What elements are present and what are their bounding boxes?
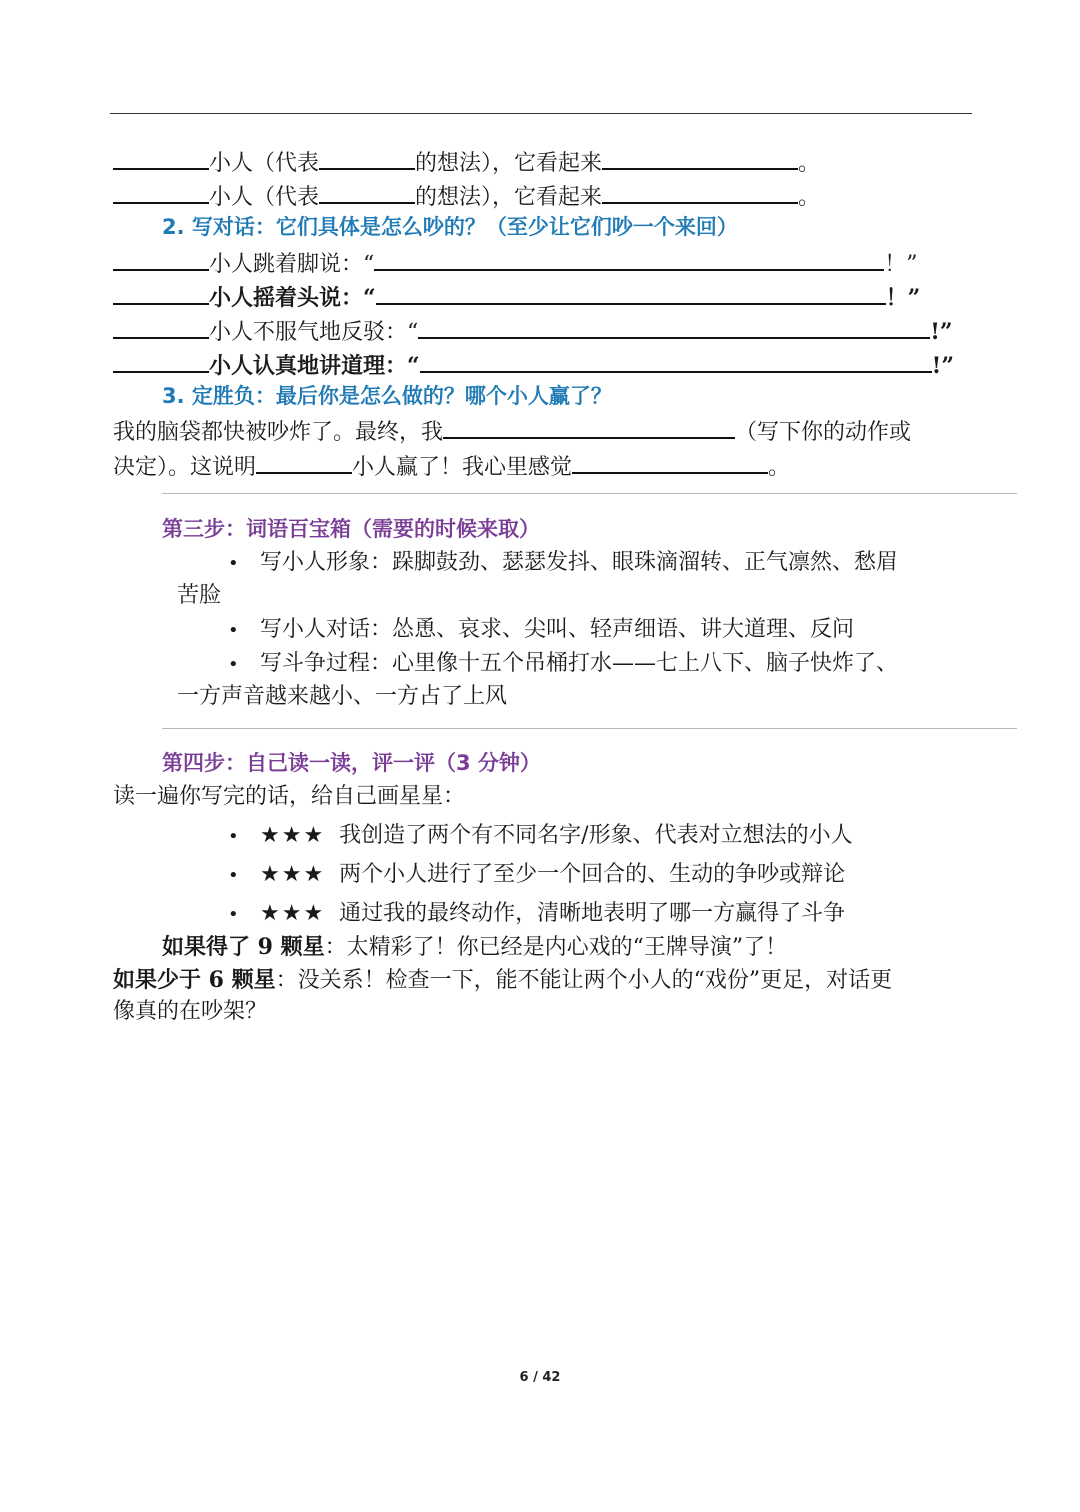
- bullet-icon: •: [228, 826, 239, 847]
- header-rule: [110, 113, 972, 114]
- word-list-item-3-cont: 一方声音越来越小、一方占了上风: [177, 684, 508, 709]
- look-blank[interactable]: [602, 146, 798, 170]
- name-blank[interactable]: [113, 247, 209, 271]
- word-list-item-1-cont: 苦脸: [177, 583, 222, 608]
- word-list-item-3: 写斗争过程：心里像十五个吊桶打水——七上八下、脑子快炸了、: [260, 651, 899, 676]
- speech-blank[interactable]: [420, 349, 932, 373]
- bullet-icon: •: [228, 865, 239, 886]
- self-review-intro: 读一遍你写完的话，给自己画星星：: [113, 784, 466, 809]
- star-rating[interactable]: ★★★: [260, 862, 326, 887]
- page-number: 6 / 42: [519, 1370, 561, 1385]
- self-review-heading: 第四步：自己读一读，评一评（3 分钟）: [162, 751, 541, 775]
- character-line-1: 小人（代表 的想法），它看起来 。: [113, 146, 820, 178]
- name-blank[interactable]: [113, 180, 209, 204]
- dialogue-heading: 2. 写对话：它们具体是怎么吵的？（至少让它们吵一个来回）: [162, 215, 738, 239]
- name-blank[interactable]: [113, 349, 209, 373]
- dialogue-line-2: 小人摇着头说：“ ！”: [113, 281, 920, 312]
- winner-blank[interactable]: [256, 450, 352, 474]
- dialogue-line-1: 小人跳着脚说：“ ！”: [113, 247, 918, 279]
- speech-blank[interactable]: [376, 281, 886, 305]
- outcome-line-2: 决定）。这说明 小人赢了！我心里感觉 。: [113, 450, 790, 482]
- name-blank[interactable]: [113, 281, 209, 305]
- bullet-icon: •: [228, 904, 239, 925]
- section-divider: [162, 728, 1017, 729]
- action-blank[interactable]: [443, 415, 735, 439]
- idea-blank[interactable]: [319, 146, 415, 170]
- criteria-item-1: ★★★ 我创造了两个有不同名字/形象、代表对立想法的小人: [260, 823, 853, 848]
- criteria-item-2: ★★★ 两个小人进行了至少一个回合的、生动的争吵或辩论: [260, 862, 846, 887]
- nine-star-feedback: 如果得了 9 颗星：太精彩了！你已经是内心戏的“王牌导演”了！: [162, 934, 788, 960]
- dialogue-line-4: 小人认真地讲道理：“ !”: [113, 349, 954, 380]
- character-line-2: 小人（代表 的想法），它看起来 。: [113, 180, 820, 212]
- speech-blank[interactable]: [374, 247, 884, 271]
- feeling-blank[interactable]: [572, 450, 768, 474]
- outcome-heading: 3. 定胜负：最后你是怎么做的？哪个小人赢了？: [162, 384, 612, 408]
- star-rating[interactable]: ★★★: [260, 901, 326, 926]
- six-star-feedback-cont: 像真的在吵架？: [113, 999, 268, 1024]
- outcome-line-1: 我的脑袋都快被吵炸了。最终，我 （写下你的动作或: [113, 415, 911, 447]
- name-blank[interactable]: [113, 146, 209, 170]
- name-blank[interactable]: [113, 315, 209, 339]
- idea-blank[interactable]: [319, 180, 415, 204]
- dialogue-line-3: 小人不服气地反驳：“ !”: [113, 315, 953, 347]
- look-blank[interactable]: [602, 180, 798, 204]
- bullet-icon: •: [228, 654, 239, 675]
- word-box-heading: 第三步：词语百宝箱（需要的时候来取）: [162, 517, 540, 541]
- six-star-feedback: 如果少于 6 颗星：没关系！检查一下，能不能让两个小人的“戏份”更足，对话更: [113, 967, 893, 993]
- criteria-item-3: ★★★ 通过我的最终动作，清晰地表明了哪一方赢得了斗争: [260, 901, 846, 926]
- bullet-icon: •: [228, 553, 239, 574]
- bullet-icon: •: [228, 620, 239, 641]
- speech-blank[interactable]: [418, 315, 930, 339]
- section-divider: [162, 493, 1017, 494]
- word-list-item-1: 写小人形象：跺脚鼓劲、瑟瑟发抖、眼珠滴溜转、正气凛然、愁眉: [260, 550, 899, 575]
- word-list-item-2: 写小人对话：怂恿、哀求、尖叫、轻声细语、讲大道理、反问: [260, 617, 855, 642]
- star-rating[interactable]: ★★★: [260, 823, 326, 848]
